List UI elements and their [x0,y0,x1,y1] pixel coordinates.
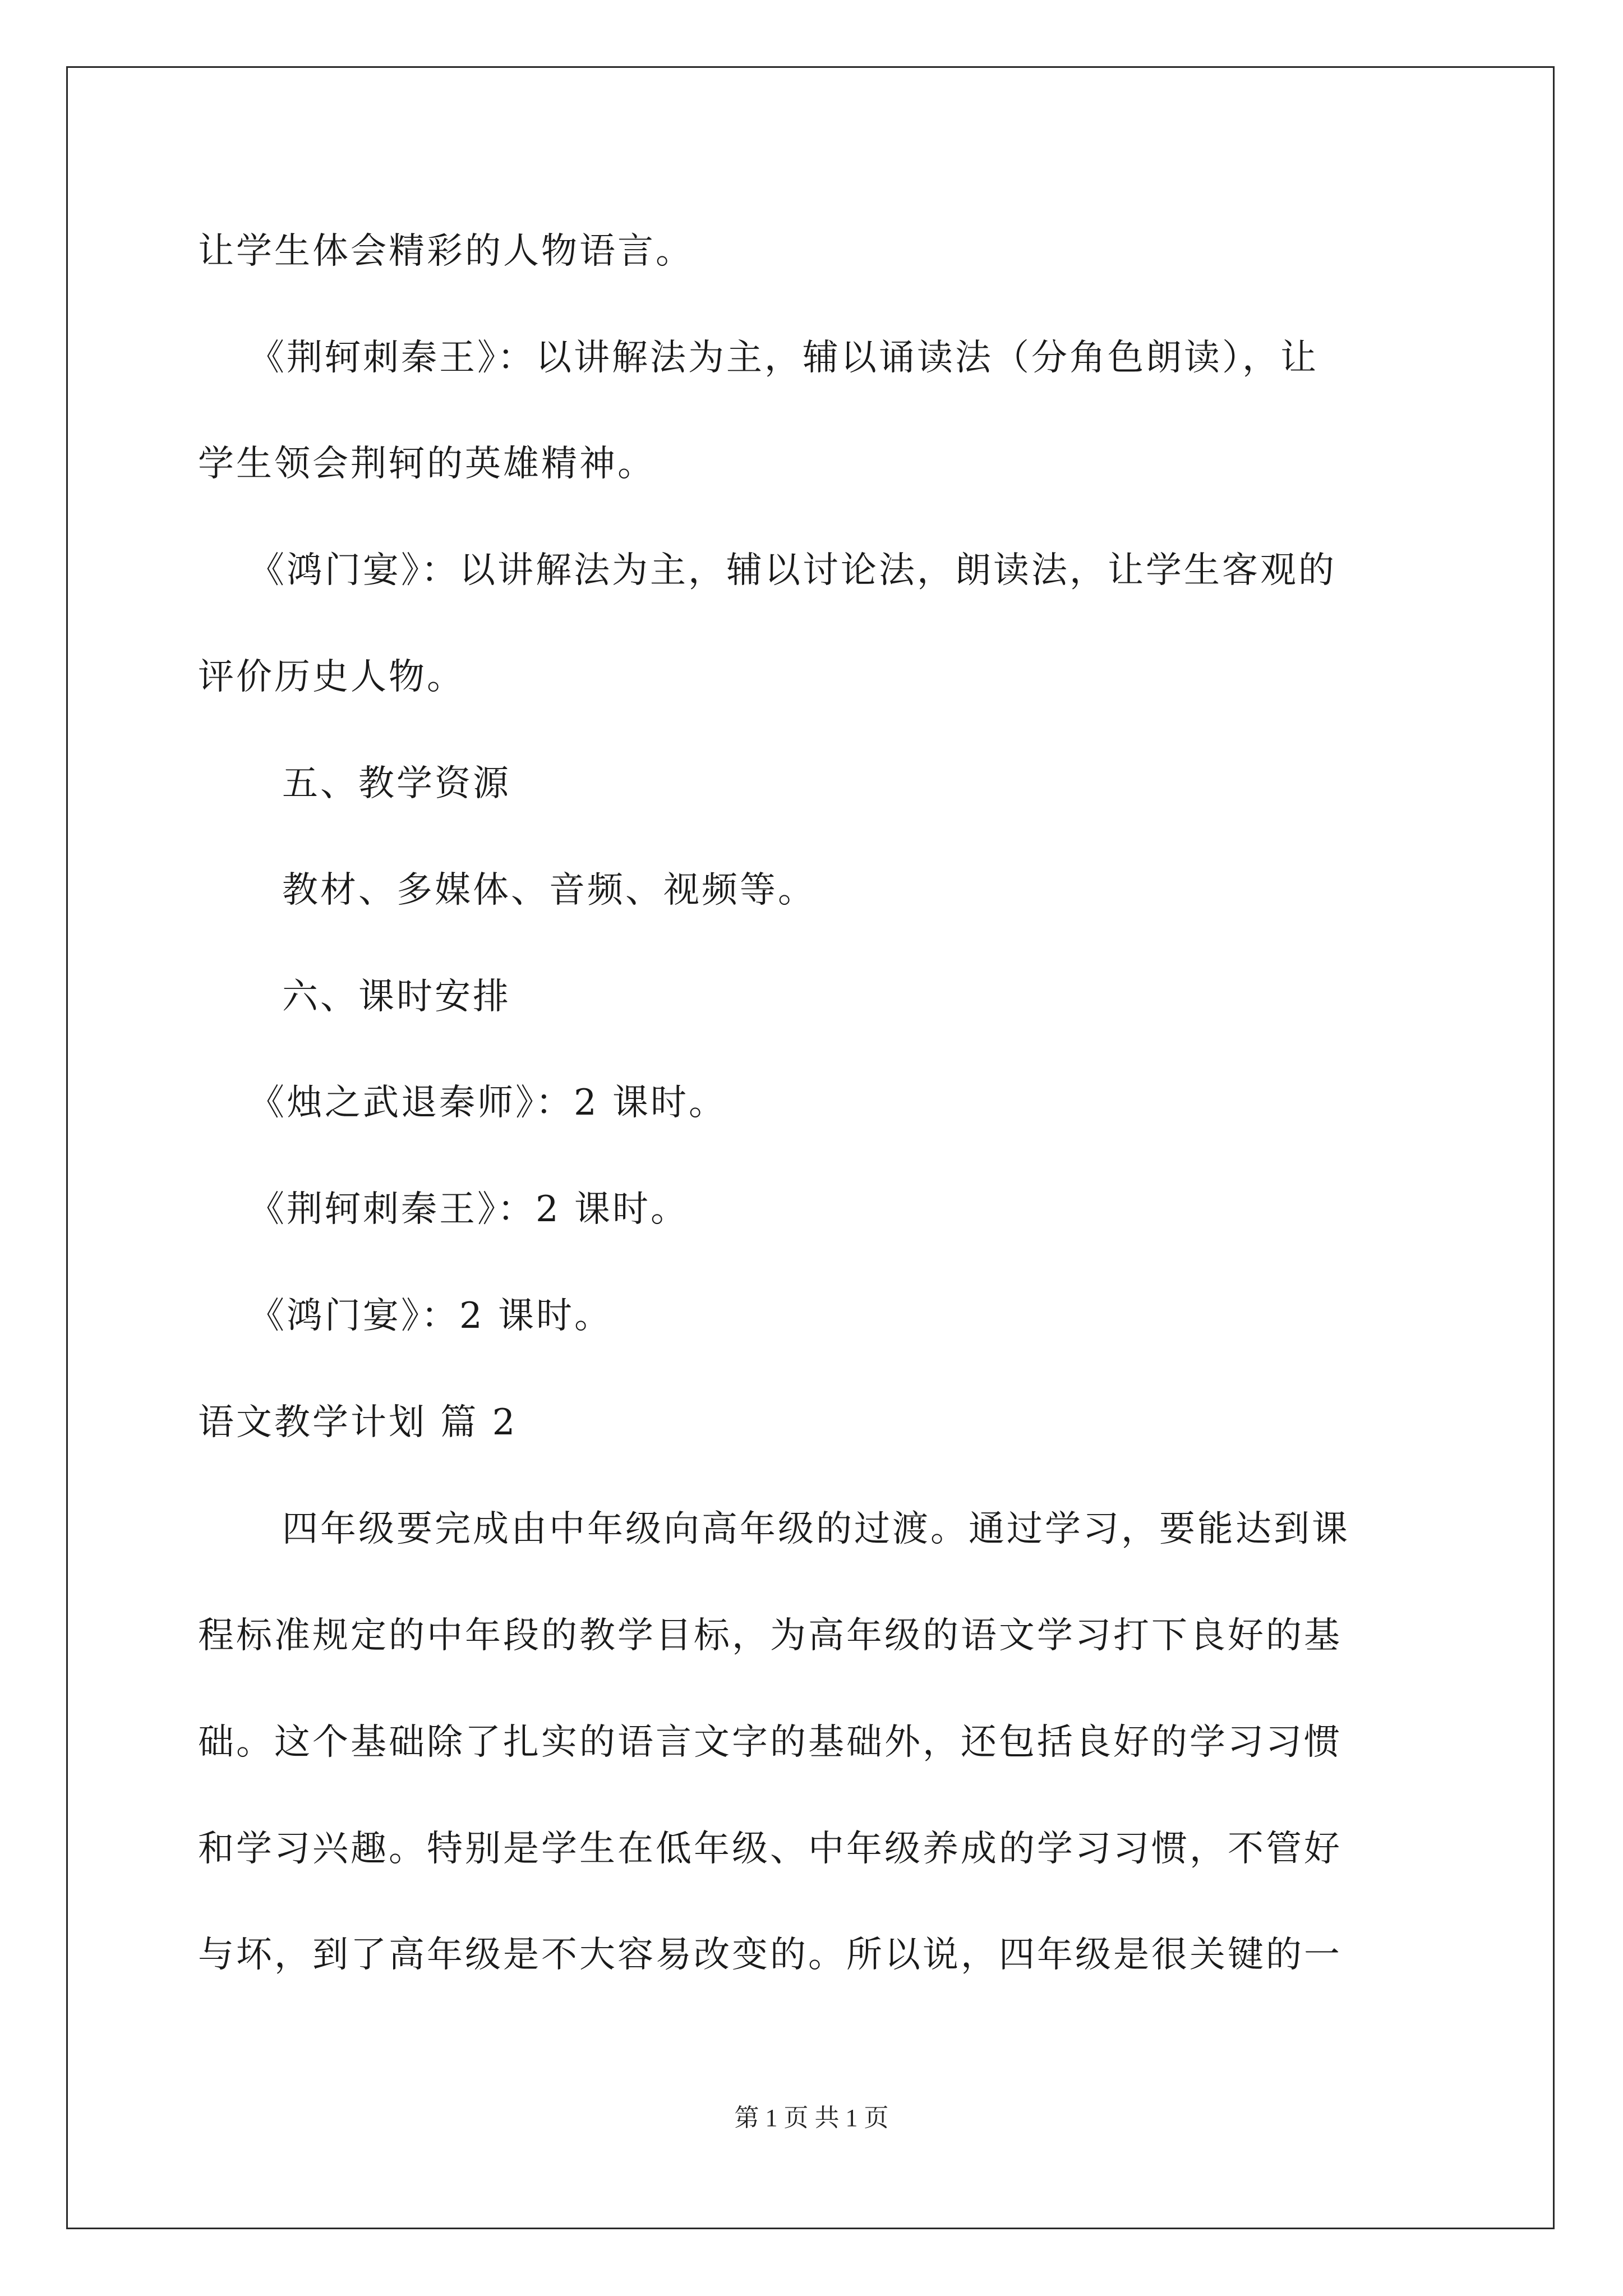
body-line-4: 《鸿门宴》：以讲解法为主，辅以讨论法，朗读法，让学生客观的 [248,550,1336,591]
body-line-3: 学生领会荆轲的英雄精神。 [198,443,656,485]
body-line-16: 和学习兴趣。特别是学生在低年级、中年级养成的学习习惯，不管好 [198,1828,1342,1870]
body-line-1: 让学生体会精彩的人物语言。 [198,231,694,272]
body-line-9: 《烛之武退秦师》：2 课时。 [248,1082,727,1124]
section-heading-schedule: 六、课时安排 [282,976,511,1018]
body-line-10: 《荆轲刺秦王》：2 课时。 [248,1189,689,1230]
body-line-7: 教材、多媒体、音频、视频等。 [282,869,816,911]
body-line-11: 《鸿门宴》：2 课时。 [248,1295,613,1337]
page-border [66,66,1555,2229]
article-heading: 语文教学计划 篇 2 [198,1402,518,1443]
body-line-5: 评价历史人物。 [198,656,465,698]
body-line-13: 四年级要完成由中年级向高年级的过渡。通过学习，要能达到课 [282,1508,1350,1550]
page-footer: 第 1 页 共 1 页 [734,2104,889,2132]
body-line-14: 程标准规定的中年段的教学目标，为高年级的语文学习打下良好的基 [198,1615,1342,1657]
body-line-17: 与坏，到了高年级是不大容易改变的。所以说，四年级是很关键的一 [198,1934,1342,1976]
body-line-2: 《荆轲刺秦王》：以讲解法为主，辅以诵读法（分角色朗读），让 [248,337,1318,379]
section-heading-resources: 五、教学资源 [282,763,511,804]
body-line-15: 础。这个基础除了扎实的语言文字的基础外，还包括良好的学习习惯 [198,1722,1342,1763]
